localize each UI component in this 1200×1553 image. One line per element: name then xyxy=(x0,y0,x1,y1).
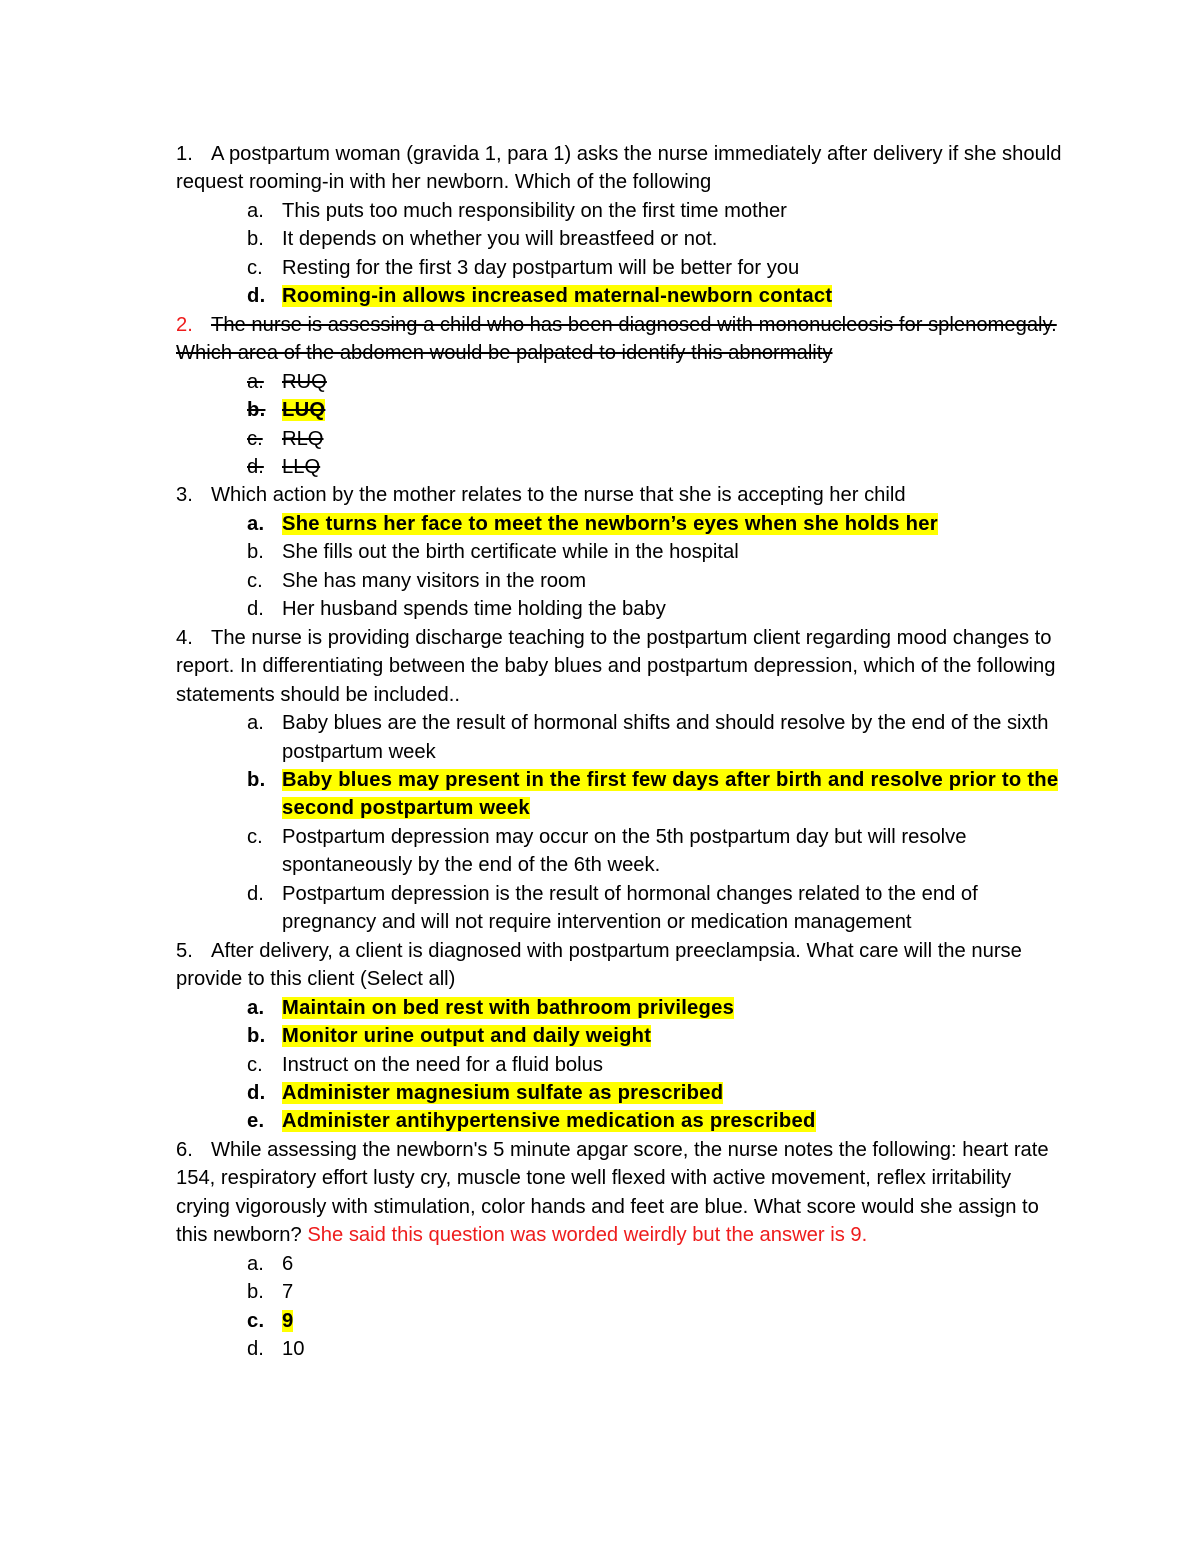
option-letter: d. xyxy=(247,1081,266,1104)
question-number: 1. xyxy=(176,143,193,165)
option-letter: a. xyxy=(247,1252,264,1275)
option-1c xyxy=(176,254,1066,282)
question-text: After delivery, a client is diagnosed with postpartum preeclampsia. What care will the nurse provide to this client (Select all) xyxy=(176,939,1022,991)
option-text: Administer magnesium sulfate as prescribed xyxy=(282,1081,724,1104)
option-letter: c. xyxy=(247,1053,263,1076)
option-text: Baby blues may present in the first few days after birth and resolve prior to the second postpartum week xyxy=(282,768,1059,820)
question-2 xyxy=(176,311,1066,368)
option-letter: d. xyxy=(247,285,266,308)
option-text: She fills out the birth certificate while in the hospital xyxy=(282,541,739,564)
question-number: 6. xyxy=(176,1138,193,1161)
option-letter: b. xyxy=(247,1025,266,1048)
option-2a xyxy=(176,368,1066,396)
option-letter: b. xyxy=(247,228,264,251)
option-letter: e. xyxy=(247,1110,265,1133)
option-4c xyxy=(176,823,1066,880)
option-text: 7 xyxy=(282,1281,294,1304)
option-6c-correct xyxy=(176,1307,1066,1335)
option-letter: c. xyxy=(247,569,263,592)
option-letter: b. xyxy=(247,399,266,422)
option-text: LLQ xyxy=(282,455,321,478)
option-text: She turns her face to meet the newborn’s eyes when she holds her xyxy=(282,512,938,535)
option-3a-correct xyxy=(176,510,1066,538)
question-number: 4. xyxy=(176,626,193,649)
option-3d xyxy=(176,595,1066,623)
option-text: Postpartum depression is the result of hormonal changes related to the end of pregnancy and will not require intervention or medication management xyxy=(282,882,978,934)
option-text: 10 xyxy=(282,1338,305,1361)
option-letter: b. xyxy=(247,768,266,791)
option-5b-correct xyxy=(176,1022,1066,1050)
option-1d-correct xyxy=(176,282,1066,310)
option-letter: c. xyxy=(247,427,263,450)
question-text: A postpartum woman (gravida 1, para 1) asks the nurse immediately after delivery if she should request rooming-in with her newborn. Which of the following xyxy=(176,143,1062,194)
option-text: Instruct on the need for a fluid bolus xyxy=(282,1053,603,1076)
option-6a xyxy=(176,1250,1066,1278)
option-text: Administer antihypertensive medication as prescribed xyxy=(282,1110,816,1133)
question-1 xyxy=(176,140,1066,197)
option-text: 6 xyxy=(282,1252,294,1275)
question-text: The nurse is assessing a child who has been diagnosed with mononucleosis for splenomegaly. Which area of the abdomen would be palpated to identify this abnormality xyxy=(176,313,1057,365)
question-number: 5. xyxy=(176,939,193,962)
option-letter: a. xyxy=(247,996,265,1019)
option-2c xyxy=(176,425,1066,453)
question-5 xyxy=(176,937,1066,994)
option-6b xyxy=(176,1278,1066,1306)
option-text: Postpartum depression may occur on the 5th postpartum day but will resolve spontaneously by the end of the 6th week. xyxy=(282,825,967,877)
option-1a xyxy=(176,197,1066,225)
option-text: 9 xyxy=(282,1309,294,1332)
option-5c xyxy=(176,1051,1066,1079)
question-text: Which action by the mother relates to the nurse that she is accepting her child xyxy=(211,484,906,507)
option-letter: d. xyxy=(247,1338,264,1361)
option-letter: b. xyxy=(247,541,264,564)
option-letter: d. xyxy=(247,455,264,478)
option-text: She has many visitors in the room xyxy=(282,569,587,592)
option-4b-correct xyxy=(176,766,1066,823)
option-text: Maintain on bed rest with bathroom privileges xyxy=(282,996,735,1019)
option-text: RUQ xyxy=(282,370,327,393)
question-6 xyxy=(176,1136,1066,1250)
option-text: Monitor urine output and daily weight xyxy=(282,1025,652,1048)
option-letter: b. xyxy=(247,1281,264,1304)
option-5a-correct xyxy=(176,994,1066,1022)
option-4d xyxy=(176,880,1066,937)
option-6d xyxy=(176,1335,1066,1363)
option-text: This puts too much responsibility on the first time mother xyxy=(282,199,787,222)
question-number: 2. xyxy=(176,313,193,336)
option-letter: a. xyxy=(247,512,265,535)
question-4 xyxy=(176,624,1066,709)
option-letter: d. xyxy=(247,598,264,621)
option-letter: c. xyxy=(247,256,263,279)
option-text: Rooming-in allows increased maternal-newborn contact xyxy=(282,285,833,308)
option-text: Her husband spends time holding the baby xyxy=(282,598,666,621)
option-text: It depends on whether you will breastfeed or not. xyxy=(282,228,718,251)
option-3b xyxy=(176,538,1066,566)
option-letter: a. xyxy=(247,199,264,222)
document-page xyxy=(176,140,1066,1363)
question-text: The nurse is providing discharge teaching to the postpartum client regarding mood changes to report. In differentiating between the baby blues and postpartum depression, which of the following statements should be included.. xyxy=(176,626,1056,706)
option-text: Resting for the first 3 day postpartum will be better for you xyxy=(282,256,800,279)
instructor-note: She said this question was worded weirdly but the answer is 9. xyxy=(307,1224,868,1247)
option-letter: d. xyxy=(247,882,264,905)
option-text: Baby blues are the result of hormonal shifts and should resolve by the end of the sixth postpartum week xyxy=(282,712,1049,763)
option-5e-correct xyxy=(176,1107,1066,1135)
option-2d xyxy=(176,453,1066,481)
option-3c xyxy=(176,567,1066,595)
option-text: RLQ xyxy=(282,427,324,450)
option-2b-correct xyxy=(176,396,1066,424)
option-letter: c. xyxy=(247,1309,265,1332)
question-number: 3. xyxy=(176,484,193,507)
question-text: While assessing the newborn's 5 minute apgar score, the nurse notes the following: heart rate 154, respiratory effort lusty cry, muscle tone well flexed with active movement, reflex irritability crying vigorously with stimulation, color hands and feet are blue. What score would she assign to this newborn? xyxy=(176,1138,1049,1247)
option-4a xyxy=(176,709,1066,766)
option-letter: c. xyxy=(247,825,263,848)
option-5d-correct xyxy=(176,1079,1066,1107)
option-letter: a. xyxy=(247,712,264,735)
question-3 xyxy=(176,481,1066,509)
option-text: LUQ xyxy=(282,399,326,422)
option-letter: a. xyxy=(247,370,264,393)
option-1b xyxy=(176,225,1066,253)
